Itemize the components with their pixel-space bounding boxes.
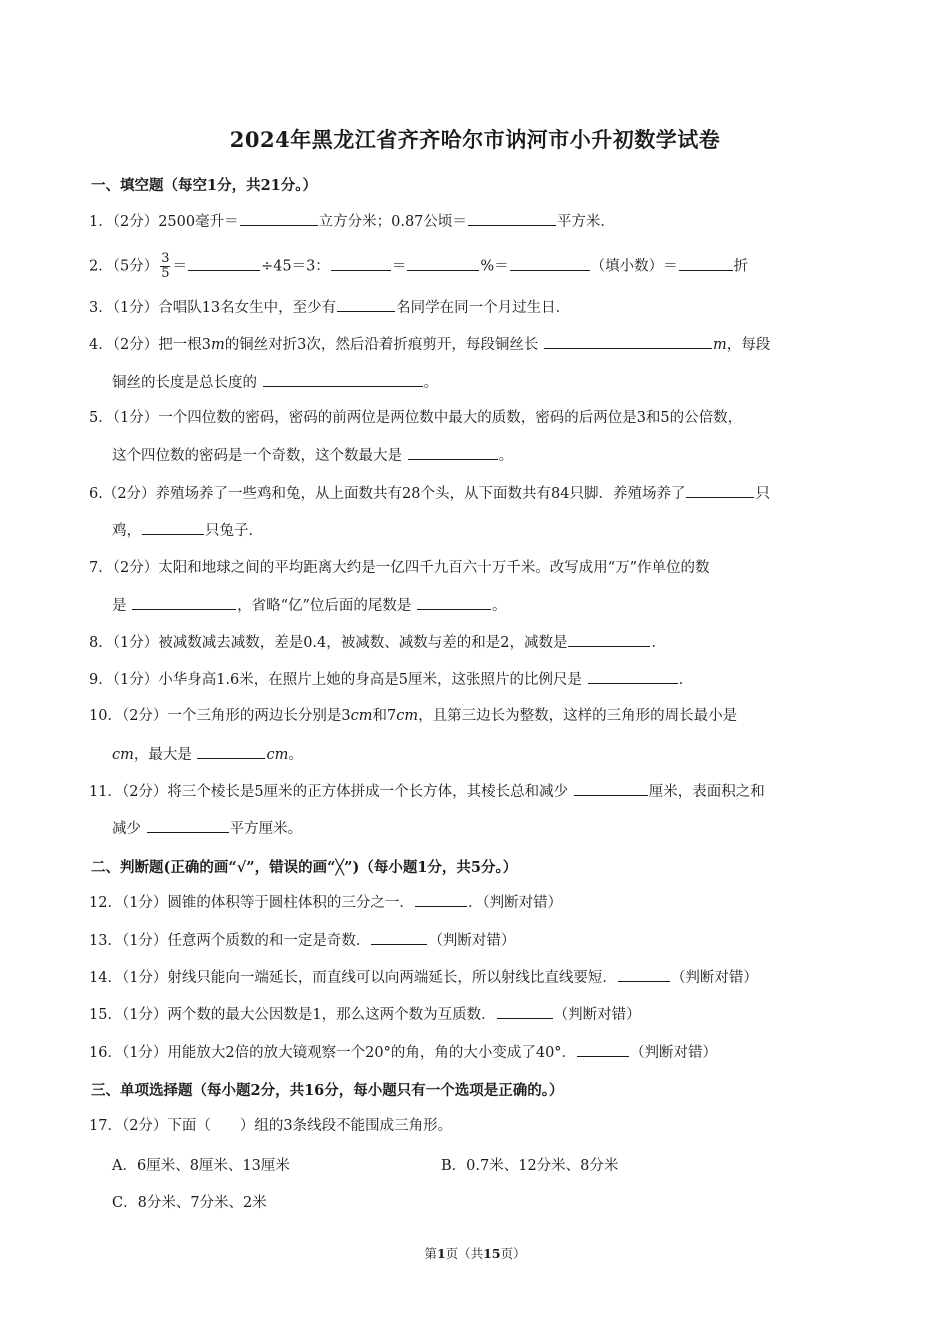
- q12-text-a: 12．（1分）圆锥的体积等于圆柱体积的三分之一．: [89, 895, 414, 911]
- footer-total-pages: 15: [483, 1246, 501, 1261]
- question-2: [89, 252, 748, 281]
- question-4-cont: [112, 372, 438, 393]
- q10-text-b: 和7: [372, 708, 397, 724]
- question-5: [89, 408, 742, 428]
- q9-text-b: ．: [678, 672, 694, 688]
- q14-text-a: 14．（1分）射线只能向一端延长，而直线可以向两端延长，所以射线比直线要短．: [89, 970, 617, 986]
- q15-blank: [497, 1004, 553, 1019]
- q14-blank: [618, 967, 670, 982]
- q6-blank-1: [686, 483, 754, 498]
- q10-text-c: ，且第三边长为整数，这样的三角形的周长最小是: [418, 708, 738, 724]
- footer-text-c: 页）: [500, 1246, 526, 1261]
- q2-blank-5: [679, 256, 733, 271]
- q2-text-a: 2．（5分）: [89, 258, 159, 275]
- exam-title: 2024年黑龙江省齐齐哈尔市讷河市小升初数学试卷: [229, 127, 721, 152]
- q5-text-c: 。: [498, 448, 514, 464]
- q11-text-b: 厘米，表面积之和: [648, 784, 765, 800]
- q1-text-b: 立方分米；0.87公顷＝: [318, 214, 467, 230]
- section-2-heading: 二、判断题(正确的画“√”，错误的画“╳”)（每小题1分，共5分。）: [91, 859, 518, 876]
- q10-unit-2: cm: [396, 708, 419, 724]
- q2-fraction: [160, 252, 170, 281]
- q2-text-g: 折: [733, 258, 749, 275]
- question-11: [89, 781, 765, 802]
- q17-option-a: A．6厘米、8厘米、13厘米: [112, 1158, 290, 1174]
- q2-denominator: 5: [161, 266, 170, 281]
- section-3-heading: 三、单项选择题（每小题2分，共16分，每小题只有一个选项是正确的。）: [91, 1082, 564, 1099]
- q10-blank: [197, 744, 265, 759]
- q9-text-a: 9．（1分）小华身高1.6米，在照片上她的身高是5厘米，这张照片的比例尺是: [89, 672, 587, 688]
- question-14: [89, 967, 758, 988]
- q11-blank-1: [574, 781, 648, 796]
- q7-blank-1: [132, 595, 236, 610]
- q15-text-a: 15．（1分）两个数的最大公因数是1，那么这两个数为互质数．: [89, 1007, 496, 1023]
- q3-text-a: 3．（1分）合唱队13名女生中，至少有: [89, 300, 337, 316]
- q1-text-a: 1．（2分）2500毫升＝: [89, 214, 239, 230]
- q6-text-a: 6.（2分）养殖场养了一些鸡和兔，从上面数共有28个头，从下面数共有84只脚．养殖场养了: [89, 486, 686, 502]
- q2-text-f: （填小数）＝: [590, 258, 678, 275]
- q12-blank: [415, 892, 467, 907]
- question-3: [89, 297, 570, 318]
- q6-text-b: 只: [755, 486, 770, 502]
- question-4: [89, 334, 770, 355]
- q17-option-c: C．8分米、7分米、2米: [112, 1195, 267, 1211]
- q16-text-a: 16．（1分）用能放大2倍的放大镜观察一个20°的角，角的大小变成了40°．: [89, 1045, 577, 1061]
- q10-text-a: 10．（2分）一个三角形的两边长分别是3: [89, 708, 351, 724]
- q10-unit-3: cm: [112, 747, 134, 763]
- q4-text-c: ，每段: [726, 337, 771, 353]
- q7-text-a: 7．（2分）太阳和地球之间的平均距离大约是一亿四千九百六十万千米。改写成用“万”作单位的数: [89, 560, 710, 576]
- q4-text-d: 铜丝的长度是总长度的: [112, 375, 262, 391]
- q17-option-b: B．0.7米、12分米、8分米: [441, 1158, 619, 1174]
- q6-text-d: 只兔子．: [205, 523, 263, 539]
- question-10: [89, 706, 737, 726]
- question-17: 17．（2分）下面（ ）组的3条线段不能围成三角形。: [89, 1118, 453, 1134]
- q16-blank: [577, 1042, 629, 1057]
- q4-unit-2: m: [713, 337, 727, 353]
- question-11-cont: [112, 818, 302, 839]
- q11-text-d: 平方厘米。: [229, 821, 303, 837]
- q10-unit-4: cm: [266, 747, 289, 763]
- question-6: [89, 483, 770, 504]
- question-7-cont: [112, 595, 507, 616]
- q5-blank: [408, 445, 498, 460]
- question-13: [89, 930, 515, 951]
- q7-text-d: 。: [492, 598, 507, 614]
- q2-numerator: 3: [161, 251, 170, 266]
- q8-blank: [568, 632, 650, 647]
- q1-text-c: 平方米．: [556, 214, 615, 230]
- footer-text-a: 第: [424, 1246, 437, 1261]
- q12-text-b: ．（判断对错）: [467, 895, 563, 911]
- q11-text-c: 减少: [112, 821, 146, 837]
- q4-blank-1: [544, 334, 712, 349]
- q14-text-b: （判断对错）: [670, 970, 758, 986]
- q15-text-b: （判断对错）: [553, 1007, 641, 1023]
- q16-text-b: （判断对错）: [630, 1045, 718, 1061]
- page-footer: [0, 1244, 950, 1262]
- q10-text-d: ，最大是: [133, 747, 197, 763]
- q1-blank-2: [468, 211, 556, 226]
- q4-blank-2: [263, 372, 423, 387]
- q8-text-a: 8．（1分）被减数减去减数，差是0.4，被减数、减数与差的和是2，减数是: [89, 635, 568, 651]
- question-8: [89, 632, 666, 653]
- q7-blank-2: [417, 595, 491, 610]
- q4-text-b: 的铜丝对折3次，然后沿着折痕剪开，每段铜丝长: [224, 337, 544, 353]
- q7-text-b: 是: [112, 598, 132, 614]
- question-15: [89, 1004, 641, 1025]
- section-1-heading: 一、填空题（每空1分，共21分。）: [91, 177, 318, 194]
- q3-blank: [337, 297, 395, 312]
- q8-text-b: ．: [651, 635, 666, 651]
- q2-blank-1: [188, 256, 260, 271]
- q11-blank-2: [147, 818, 229, 833]
- q2-blank-4: [510, 256, 590, 271]
- question-1: [89, 211, 615, 232]
- q13-text-a: 13．（1分）任意两个质数的和一定是奇数．: [89, 933, 371, 949]
- footer-text-b: 页（共: [445, 1246, 484, 1261]
- q2-blank-2: [331, 256, 391, 271]
- q2-text-b: ＝: [172, 258, 187, 275]
- q6-text-c: 鸡，: [112, 523, 141, 539]
- q1-blank-1: [240, 211, 318, 226]
- q10-text-e: 。: [288, 747, 303, 763]
- question-7: [89, 558, 710, 578]
- q4-unit-1: m: [210, 337, 225, 353]
- question-9: [89, 669, 693, 690]
- q10-unit-1: cm: [350, 708, 373, 724]
- question-12: [89, 892, 562, 913]
- q6-blank-2: [142, 520, 204, 535]
- q4-text-a: 4．（2分）把一根3: [89, 337, 211, 353]
- q13-text-b: （判断对错）: [428, 933, 516, 949]
- q9-blank: [588, 669, 678, 684]
- footer-page-number: 1: [436, 1246, 446, 1261]
- question-5-cont: [112, 445, 513, 466]
- q4-text-e: 。: [423, 375, 439, 391]
- q5-text-b: 这个四位数的密码是一个奇数，这个数最大是: [112, 448, 407, 464]
- q13-blank: [371, 930, 427, 945]
- q2-text-d: ＝: [391, 258, 407, 275]
- q5-text-a: 5．（1分）一个四位数的密码，密码的前两位是两位数中最大的质数，密码的后两位是3和5的公倍数，: [89, 410, 743, 426]
- question-10-cont: [112, 744, 303, 765]
- q2-text-e: %＝: [480, 258, 509, 275]
- question-16: [89, 1042, 717, 1063]
- q2-blank-3: [407, 256, 479, 271]
- question-6-cont: [112, 520, 263, 541]
- q3-text-b: 名同学在同一个月过生日．: [396, 300, 571, 316]
- q2-text-c: ÷45＝3：: [260, 258, 330, 275]
- q11-text-a: 11．（2分）将三个棱长是5厘米的正方体拼成一个长方体，其棱长总和减少: [89, 784, 573, 800]
- q7-text-c: ，省略“亿”位后面的尾数是: [237, 598, 417, 614]
